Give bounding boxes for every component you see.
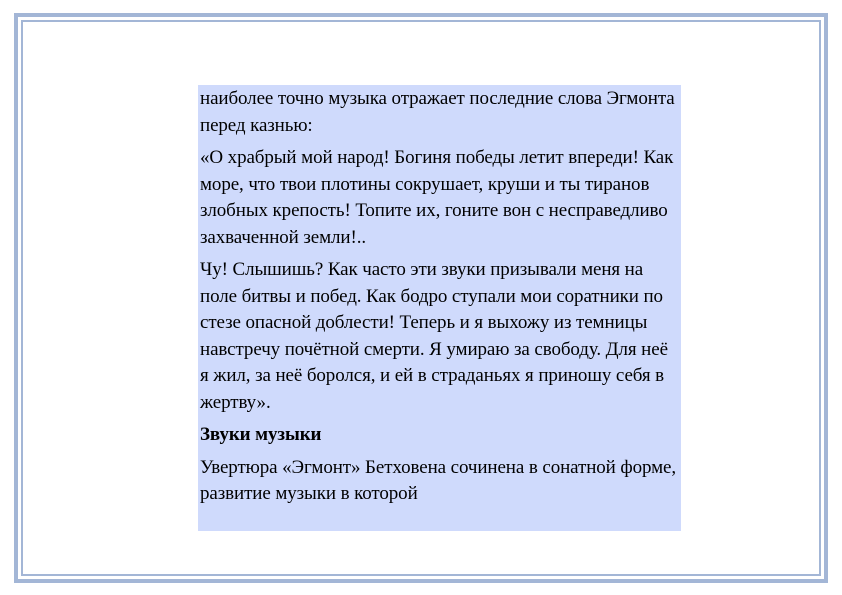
section-heading: Звуки музыки bbox=[200, 424, 322, 445]
text-box bbox=[198, 85, 681, 531]
paragraph-intro: наиболее точно музыка отражает последние слова Эгмонта перед казнью: bbox=[200, 88, 675, 136]
paragraph-quote-part-2: Чу! Слышишь? Как часто эти звуки призывали меня на поле битвы и побед. Как бодро ступали мои соратники по стезе опасной доблести! Теперь и я выхожу из темницы навстречу почётной смерти. Я умираю за свободу. Для неё я жил, за неё боролся, и ей в страданьях я приношу себя в жертву». bbox=[200, 259, 668, 413]
paragraph-overture: Увертюра «Эгмонт» Бетховена сочинена в сонатной форме, развитие музыки в которой bbox=[200, 456, 677, 504]
paragraph-quote-part-1: «О храбрый мой народ! Богиня победы летит впереди! Как море, что твои плотины сокрушает, круши и ты тиранов злобных крепость! Топите их, гоните вон с несправедливо захваченной земли!.. bbox=[200, 147, 674, 248]
